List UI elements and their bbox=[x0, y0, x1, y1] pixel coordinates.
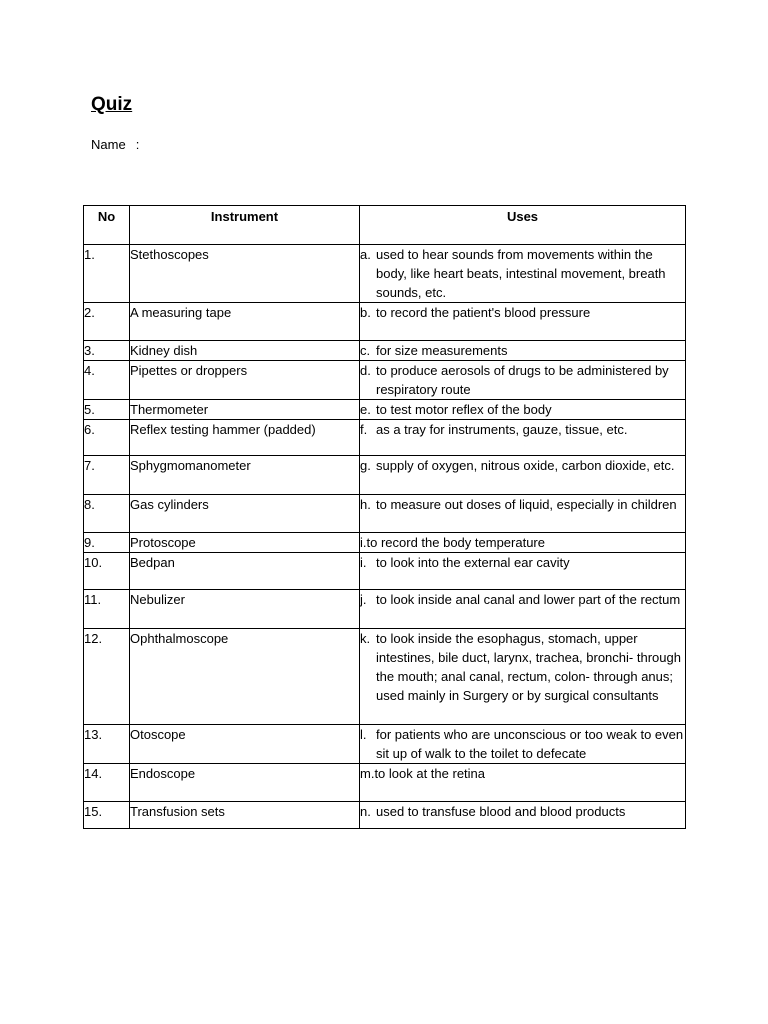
name-row bbox=[91, 137, 139, 152]
instrument-cell: Transfusion sets bbox=[130, 802, 360, 829]
use-cell bbox=[360, 533, 686, 553]
instrument-cell: Bedpan bbox=[130, 553, 360, 590]
instrument-cell: Otoscope bbox=[130, 725, 360, 764]
row-number: 8. bbox=[84, 495, 130, 533]
row-number: 2. bbox=[84, 303, 130, 341]
page-title: Quiz bbox=[91, 94, 133, 115]
use-cell bbox=[360, 361, 686, 400]
use-text: to produce aerosols of drugs to be administered by respiratory route bbox=[376, 363, 669, 397]
use-text: m.to look at the retina bbox=[360, 766, 486, 781]
use-text: to record the patient's blood pressure bbox=[376, 305, 591, 320]
header-no: No bbox=[84, 206, 130, 245]
use-letter: c. bbox=[360, 343, 371, 358]
use-cell bbox=[360, 629, 686, 725]
table-row bbox=[84, 303, 686, 341]
use-cell bbox=[360, 590, 686, 629]
instrument-cell: Stethoscopes bbox=[130, 245, 360, 303]
use-text: to look into the external ear cavity bbox=[376, 555, 570, 570]
header-instrument: Instrument bbox=[130, 206, 360, 245]
use-text: supply of oxygen, nitrous oxide, carbon dioxide, etc. bbox=[376, 458, 675, 473]
use-text: used to hear sounds from movements within the body, like heart beats, intestinal movement, breath sounds, etc. bbox=[376, 247, 666, 300]
use-text: as a tray for instruments, gauze, tissue, etc. bbox=[376, 422, 628, 437]
use-text: for size measurements bbox=[376, 343, 508, 358]
use-letter: d. bbox=[360, 363, 371, 378]
table-row bbox=[84, 725, 686, 764]
use-letter: j. bbox=[360, 592, 367, 607]
instrument-cell: Thermometer bbox=[130, 400, 360, 420]
instrument-cell: Gas cylinders bbox=[130, 495, 360, 533]
table-row bbox=[84, 361, 686, 400]
use-cell bbox=[360, 802, 686, 829]
row-number: 3. bbox=[84, 341, 130, 361]
table-body bbox=[84, 245, 686, 829]
use-letter: f. bbox=[360, 422, 368, 437]
use-text: to test motor reflex of the body bbox=[376, 402, 552, 417]
use-letter: a. bbox=[360, 247, 371, 262]
row-number: 6. bbox=[84, 420, 130, 456]
table-row bbox=[84, 341, 686, 361]
table-row bbox=[84, 764, 686, 802]
quiz-table bbox=[83, 205, 686, 829]
instrument-cell: A measuring tape bbox=[130, 303, 360, 341]
row-number: 11. bbox=[84, 590, 130, 629]
use-text: to measure out doses of liquid, especially in children bbox=[376, 497, 677, 512]
table-row bbox=[84, 420, 686, 456]
table-row bbox=[84, 400, 686, 420]
use-cell bbox=[360, 420, 686, 456]
use-cell bbox=[360, 245, 686, 303]
use-text: for patients who are unconscious or too weak to even sit up of walk to the toilet to defecate bbox=[376, 727, 684, 761]
use-cell bbox=[360, 725, 686, 764]
row-number: 9. bbox=[84, 533, 130, 553]
instrument-cell: Reflex testing hammer (padded) bbox=[130, 420, 360, 456]
use-letter: k. bbox=[360, 631, 371, 646]
use-letter: i. bbox=[360, 555, 367, 570]
use-cell bbox=[360, 553, 686, 590]
use-text: i.to record the body temperature bbox=[360, 535, 545, 550]
table-row bbox=[84, 590, 686, 629]
use-letter: g. bbox=[360, 458, 371, 473]
instrument-cell: Protoscope bbox=[130, 533, 360, 553]
instrument-cell: Kidney dish bbox=[130, 341, 360, 361]
use-text: used to transfuse blood and blood products bbox=[376, 804, 626, 819]
use-letter: h. bbox=[360, 497, 371, 512]
row-number: 1. bbox=[84, 245, 130, 303]
use-cell bbox=[360, 400, 686, 420]
row-number: 14. bbox=[84, 764, 130, 802]
row-number: 13. bbox=[84, 725, 130, 764]
row-number: 10. bbox=[84, 553, 130, 590]
use-cell bbox=[360, 341, 686, 361]
table-row bbox=[84, 495, 686, 533]
table-header-row bbox=[84, 206, 686, 245]
row-number: 15. bbox=[84, 802, 130, 829]
row-number: 5. bbox=[84, 400, 130, 420]
use-letter: n. bbox=[360, 804, 371, 819]
use-letter: b. bbox=[360, 305, 371, 320]
header-uses: Uses bbox=[360, 206, 686, 245]
use-cell bbox=[360, 764, 686, 802]
table-row bbox=[84, 456, 686, 495]
use-cell bbox=[360, 303, 686, 341]
table-row bbox=[84, 629, 686, 725]
use-cell bbox=[360, 495, 686, 533]
use-letter: l. bbox=[360, 727, 367, 742]
name-colon: : bbox=[135, 137, 140, 152]
row-number: 12. bbox=[84, 629, 130, 725]
use-text: to look inside the esophagus, stomach, upper intestines, bile duct, larynx, trachea, bronchi- through the mouth; anal canal, rectum, colon- through anus; used mainly in Surgery or by surgical consultants bbox=[376, 631, 681, 703]
instrument-cell: Ophthalmoscope bbox=[130, 629, 360, 725]
row-number: 4. bbox=[84, 361, 130, 400]
row-number: 7. bbox=[84, 456, 130, 495]
name-label: Name bbox=[91, 137, 126, 152]
table-row bbox=[84, 802, 686, 829]
instrument-cell: Sphygmomanometer bbox=[130, 456, 360, 495]
instrument-cell: Pipettes or droppers bbox=[130, 361, 360, 400]
instrument-cell: Nebulizer bbox=[130, 590, 360, 629]
use-letter: e. bbox=[360, 402, 371, 417]
use-cell bbox=[360, 456, 686, 495]
table-row bbox=[84, 553, 686, 590]
instrument-cell: Endoscope bbox=[130, 764, 360, 802]
table-row bbox=[84, 245, 686, 303]
use-text: to look inside anal canal and lower part of the rectum bbox=[376, 592, 681, 607]
table-row bbox=[84, 533, 686, 553]
